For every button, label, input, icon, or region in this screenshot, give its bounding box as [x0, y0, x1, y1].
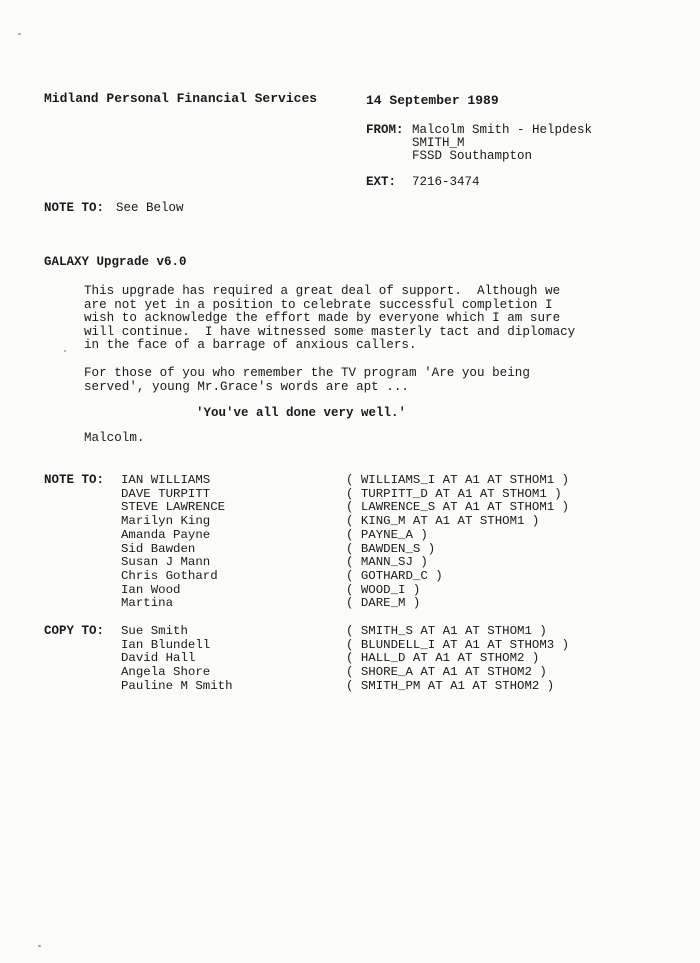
recipient-address: ( BAWDEN_S ): [346, 541, 436, 556]
recipient-name: Susan J Mann: [121, 555, 211, 570]
body-line: wish to acknowledge the effort made by everyone which I am sure: [84, 311, 561, 325]
signoff: Malcolm.: [84, 431, 145, 445]
memo-date: 14 September 1989: [366, 93, 499, 108]
note-to-list-label: NOTE TO:: [44, 473, 105, 487]
copy-to-label: COPY TO:: [44, 624, 105, 638]
copy-recipient-name: Ian Blundell: [121, 637, 211, 652]
copy-recipient-address: ( SHORE_A AT A1 AT STHOM2 ): [346, 665, 547, 680]
recipient-name: Marilyn King: [121, 514, 211, 529]
recipient-address: ( GOTHARD_C ): [346, 568, 443, 583]
recipient-name: Amanda Payne: [121, 527, 211, 542]
from-label: FROM:: [366, 123, 404, 137]
recipient-name: STEVE LAWRENCE: [121, 500, 226, 515]
recipient-address: ( DARE_M ): [346, 596, 421, 611]
from-location: FSSD Southampton: [412, 149, 533, 163]
recipient-address: ( WILLIAMS_I AT A1 AT STHOM1 ): [346, 473, 570, 487]
recipient-name: Martina: [121, 596, 174, 611]
recipient-name: Sid Bawden: [121, 541, 196, 556]
recipient-name: DAVE TURPITT: [121, 486, 211, 501]
copy-recipient-address: ( HALL_D AT A1 AT STHOM2 ): [346, 651, 540, 666]
recipient-address: ( MANN_SJ ): [346, 555, 428, 570]
ext-value: 7216-3474: [412, 175, 480, 189]
recipient-address: ( KING_M AT A1 AT STHOM1 ): [346, 514, 540, 529]
copy-recipient-address: ( BLUNDELL_I AT A1 AT STHOM3 ): [346, 637, 570, 652]
body-line: will continue. I have witnessed some masterly tact and diplomacy: [84, 324, 576, 339]
note-to-value: See Below: [116, 201, 184, 215]
recipient-name: IAN WILLIAMS: [121, 473, 211, 487]
from-userid: SMITH_M: [412, 136, 465, 150]
copy-recipient-name: Sue Smith: [121, 624, 188, 638]
paper-speck: [38, 945, 41, 947]
recipient-name: Ian Wood: [121, 582, 181, 597]
recipient-address: ( TURPITT_D AT A1 AT STHOM1 ): [346, 486, 562, 501]
note-to-label: NOTE TO:: [44, 201, 105, 215]
from-name: Malcolm Smith - Helpdesk: [412, 123, 593, 137]
body-line: are not yet in a position to celebrate successful completion I: [84, 297, 553, 312]
body-line: in the face of a barrage of anxious callers.: [84, 338, 417, 352]
copy-recipient-name: David Hall: [121, 651, 196, 666]
copy-recipient-address: ( SMITH_PM AT A1 AT STHOM2 ): [346, 678, 555, 693]
recipient-address: ( PAYNE_A ): [346, 527, 428, 542]
recipient-name: Chris Gothard: [121, 568, 218, 583]
body-line: This upgrade has required a great deal of support. Although we: [84, 284, 561, 298]
body-line: served', young Mr.Grace's words are apt ...: [84, 379, 409, 394]
copy-recipient-name: Angela Shore: [121, 665, 211, 680]
recipient-address: ( WOOD_I ): [346, 582, 421, 597]
copy-recipient-name: Pauline M Smith: [121, 678, 233, 693]
paper-speck: [18, 33, 21, 35]
company-name: Midland Personal Financial Services: [44, 91, 318, 106]
ext-label: EXT:: [366, 175, 397, 189]
copy-recipient-address: ( SMITH_S AT A1 AT STHOM1 ): [346, 624, 547, 638]
body-line: For those of you who remember the TV program 'Are you being: [84, 366, 530, 380]
paper-speck: [64, 350, 66, 352]
recipient-address: ( LAWRENCE_S AT A1 AT STHOM1 ): [346, 500, 570, 515]
quote-line: 'You've all done very well.': [196, 406, 407, 420]
subject-title: GALAXY Upgrade v6.0: [44, 255, 187, 269]
